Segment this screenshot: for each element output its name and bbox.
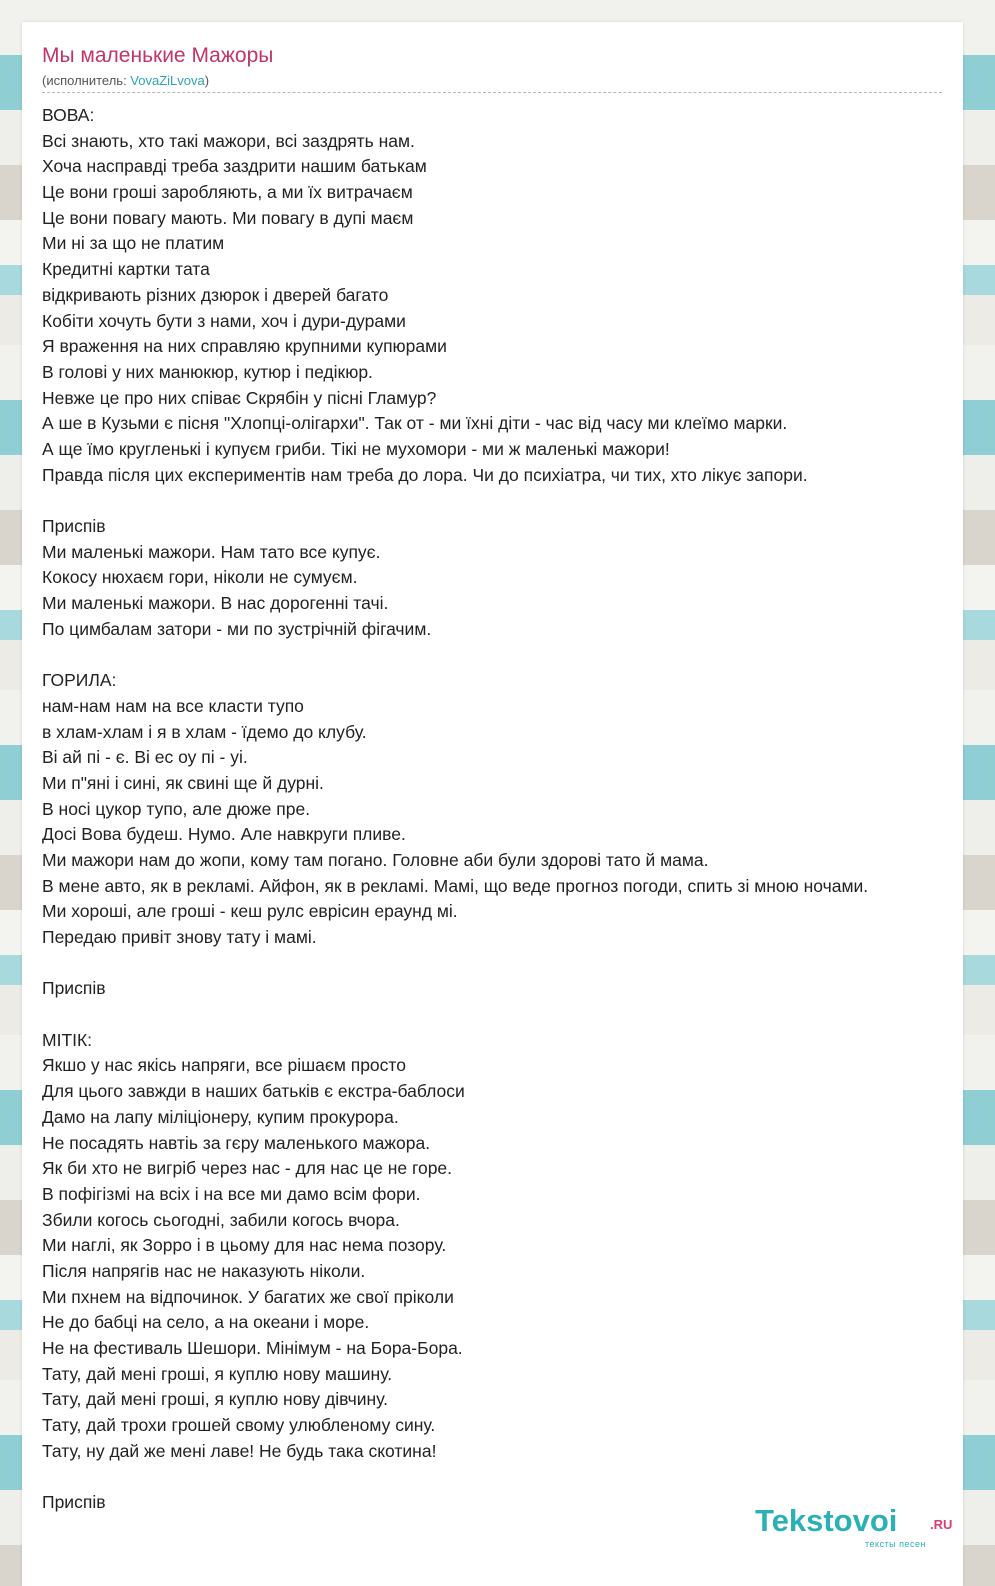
title-divider: [42, 92, 942, 93]
lyric-line: відкривають різних дзюрок і дверей багато: [42, 284, 389, 305]
lyric-line: Передаю привіт знову тату і мамі.: [42, 927, 317, 947]
lyric-line: В голові у них манюкюр, кутюр і педікюр.: [42, 361, 373, 382]
lyric-line: Збили когось сьогодні, забили когось вчора.: [42, 1209, 400, 1230]
lyric-line: А ще їмо кругленькі і купуєм гриби. Тікі не мухомори - ми ж маленькі мажори!: [42, 438, 670, 459]
lyric-line: Всі знають, хто такі мажори, всі заздрять нам.: [42, 130, 415, 151]
lyric-line: Не на фестиваль Шешори. Мінімум - на Бора-Бора.: [42, 1338, 463, 1358]
site-logo[interactable]: [755, 1503, 965, 1553]
lyric-line: В пофігізмі на всіх і на все ми дамо всім фори.: [42, 1183, 421, 1204]
lyric-line: Ми п"яні і сині, як свині ще й дурні.: [42, 772, 324, 793]
lyric-line: По цимбалам затори - ми по зустрічній фігачим.: [42, 618, 432, 639]
song-title: Мы маленькие Мажоры: [42, 44, 274, 67]
lyric-line: Ми маленькі мажори. Нам тато все купує.: [42, 541, 381, 562]
lyric-line: Кобіти хочуть бути з нами, хоч і дури-дурами: [42, 310, 406, 331]
lyric-line: Кредитні картки тата: [42, 259, 210, 280]
lyric-line: ВОВА:: [42, 105, 95, 125]
lyric-line: Ми мажори нам до жопи, кому там погано. Головне аби були здорові тато й мама.: [42, 849, 709, 870]
artist-prefix: (исполнитель:: [42, 73, 131, 88]
blank-line: [42, 488, 992, 514]
lyric-line: Ми наглі, як Зорро і в цьому для нас нема позору.: [42, 1235, 447, 1256]
lyric-line: Тату, дай мені гроші, я куплю нову дівчину.: [42, 1389, 389, 1410]
lyric-line: Хоча насправді треба заздрити нашим батькам: [42, 156, 427, 177]
lyric-line: Ми хороші, але гроші - кеш рулс еврісин ераунд мі.: [42, 901, 458, 922]
lyric-line: Приспів: [42, 978, 106, 999]
lyric-line: МІТІК:: [42, 1029, 93, 1050]
lyric-line: Ми маленькі мажори. В нас дорогенні тачі.: [42, 593, 389, 614]
lyric-line: Не посадять навтіь за гєру маленького мажора.: [42, 1132, 431, 1153]
lyric-line: Ми пхнем на відпочинок. У багатих же свої пріколи: [42, 1286, 454, 1307]
lyric-line: В носі цукор тупо, але дюже пре.: [42, 798, 311, 819]
lyric-line: Кокосу нюхаєм гори, ніколи не сумуєм.: [42, 567, 358, 588]
lyric-line: Приспів: [42, 516, 106, 536]
lyric-line: Це вони повагу мають. Ми повагу в дупі маєм: [42, 207, 414, 228]
lyric-line: В мене авто, як в рекламі. Айфон, як в рекламі. Мамі, що веде прогноз погоди, спить зі мною ночами.: [42, 875, 869, 896]
lyric-line: Я враження на них справляю крупними купюрами: [42, 336, 447, 357]
lyric-line: Тату, дай трохи грошей свому улюбленому сину.: [42, 1415, 436, 1436]
lyric-line: Правда після цих експериментів нам треба до лора. Чи до психіатра, чи тих, хто лікує запори.: [42, 464, 808, 485]
blank-line: [42, 642, 992, 668]
lyric-line: Після напрягів нас не наказують ніколи.: [42, 1260, 366, 1281]
lyric-line: Тату, дай мені гроші, я куплю нову машину.: [42, 1363, 393, 1384]
lyric-line: в хлам-хлам і я в хлам - їдемо до клубу.: [42, 721, 367, 742]
lyric-line: Це вони гроші заробляють, а ми їх витрачаєм: [42, 182, 413, 203]
blank-line: [42, 1464, 992, 1490]
lyric-line: нам-нам нам на все класти тупо: [42, 695, 304, 716]
lyric-line: Тату, ну дай же мені лаве! Не будь така скотина!: [42, 1440, 437, 1461]
lyric-line: Невже це про них співає Скрябін у пісні Гламур?: [42, 387, 437, 408]
lyrics-text: [42, 103, 992, 1516]
blank-line: [42, 951, 992, 977]
lyric-line: Не до бабці на село, а на океани і море.: [42, 1312, 370, 1333]
logo-tagline: тексты песен: [865, 1539, 927, 1549]
logo-domain-suffix: .RU: [930, 1517, 953, 1532]
lyric-line: ГОРИЛА:: [42, 670, 117, 691]
lyric-line: Ми ні за що не платим: [42, 233, 225, 254]
lyric-line: Як би хто не вигріб через нас - для нас це не горе.: [42, 1158, 453, 1179]
lyric-line: Ві ай пі - є. Ві ес оу пі - уі.: [42, 747, 248, 768]
logo-wordmark: Tekstovoi: [755, 1503, 898, 1538]
lyric-line: Приспів: [42, 1492, 106, 1513]
lyric-line: Якшо у нас якісь напряги, все рішаєм просто: [42, 1055, 406, 1076]
artist-suffix: ): [204, 73, 210, 88]
lyric-line: Для цього завжди в наших батьків є екстра-баблоси: [42, 1081, 465, 1102]
lyric-line: А ше в Кузьми є пісня "Хлопці-олігархи". Так от - ми їхні діти - час від часу ми клеїмо марки.: [42, 413, 788, 434]
blank-line: [42, 1002, 992, 1028]
lyric-line: Дамо на лапу міліціонеру, купим прокурора.: [42, 1106, 399, 1127]
artist-link[interactable]: VovaZiLvova: [130, 73, 205, 88]
artist-line: [42, 73, 209, 88]
lyric-line: Досі Вова будеш. Нумо. Але навкруги пливе.: [42, 824, 406, 845]
